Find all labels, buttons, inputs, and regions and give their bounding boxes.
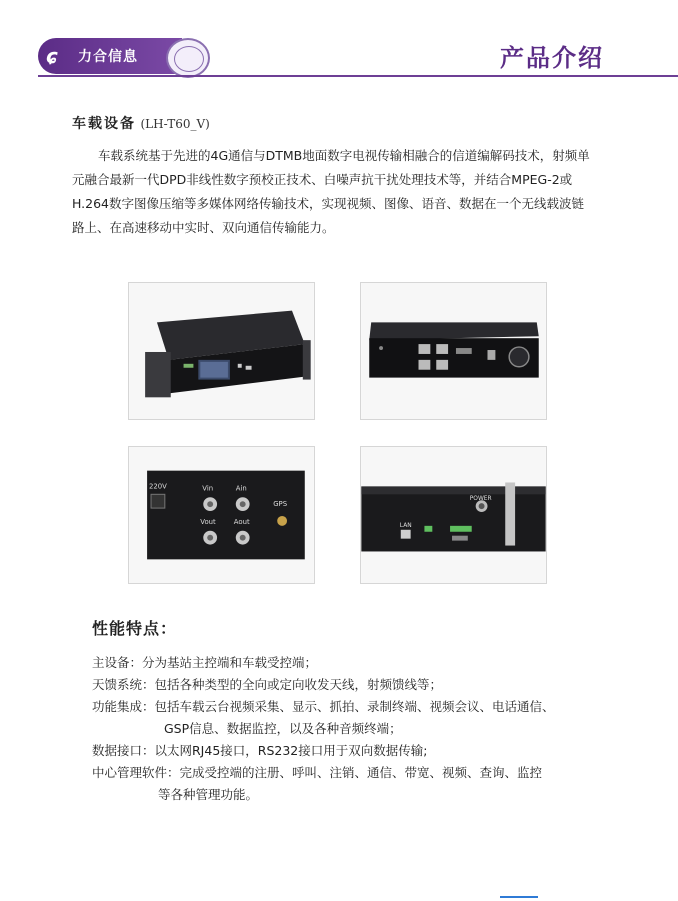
feature-item-continued: GSP信息、数据监控，以及各种音频终端； bbox=[164, 721, 402, 736]
feature-item-continued: 等各种管理功能。 bbox=[158, 787, 259, 802]
university-seal-icon bbox=[166, 38, 210, 78]
connectors-image bbox=[129, 447, 314, 583]
feature-item: 天馈系统：包括各种类型的全向或定向收发天线，射频馈线等； bbox=[92, 677, 443, 692]
photo-front-panel bbox=[128, 282, 315, 420]
company-logo bbox=[38, 38, 182, 74]
product-model: (LH-T60_V) bbox=[140, 117, 210, 131]
logo-text: 力合信息 bbox=[78, 49, 138, 65]
photo-rear-panel bbox=[360, 282, 547, 420]
feature-item: 主设备：分为基站主控端和车载受控端； bbox=[92, 655, 318, 670]
header-divider bbox=[38, 75, 678, 77]
rear-panel-image bbox=[361, 283, 546, 419]
label-aout: Aout bbox=[233, 517, 250, 526]
features-title: 性能特点： bbox=[92, 619, 178, 638]
logo-mark-icon: ɕ bbox=[46, 44, 58, 68]
label-power: POWER bbox=[469, 496, 492, 503]
feature-item: 数据接口：以太网RJ45接口，RS232接口用于双向数据传输; bbox=[92, 743, 428, 758]
label-ain: Ain bbox=[235, 484, 247, 493]
product-name: 车载设备 bbox=[72, 116, 136, 132]
photo-connectors bbox=[128, 446, 315, 584]
product-heading bbox=[72, 113, 210, 133]
label-220v: 220V bbox=[149, 482, 167, 491]
page-marker bbox=[500, 896, 538, 898]
label-gps: GPS bbox=[273, 500, 288, 509]
features-list bbox=[92, 652, 612, 806]
feature-item: 功能集成：包括车载云台视频采集、显示、抓拍、录制终端、视频会议、电话通信、 bbox=[92, 699, 555, 714]
front-panel-image bbox=[129, 283, 314, 419]
lan-power-image bbox=[361, 447, 546, 583]
label-vout: Vout bbox=[200, 517, 216, 526]
label-lan: LAN bbox=[399, 522, 412, 529]
label-vin: Vin bbox=[202, 484, 214, 493]
product-description: 车载系统基于先进的4G通信与DTMB地面数字电视传输相融合的信道编解码技术，射频单元融合最新一代DPD非线性数字预校正技术、白噪声抗干扰处理技术等，并结合MPEG-2或H.264数字图像压缩等多媒体网络传输技术，实现视频、图像、语音、数据在一个无线载波链路上、在高速移动中实时、双向通信传输能力。 bbox=[72, 148, 590, 235]
page-header bbox=[0, 0, 678, 80]
photo-lan-power bbox=[360, 446, 547, 584]
feature-item: 中心管理软件：完成受控端的注册、呼叫、注销、通信、带宽、视频、查询、监控 bbox=[92, 765, 543, 780]
page-title: 产品介绍 bbox=[500, 44, 604, 72]
